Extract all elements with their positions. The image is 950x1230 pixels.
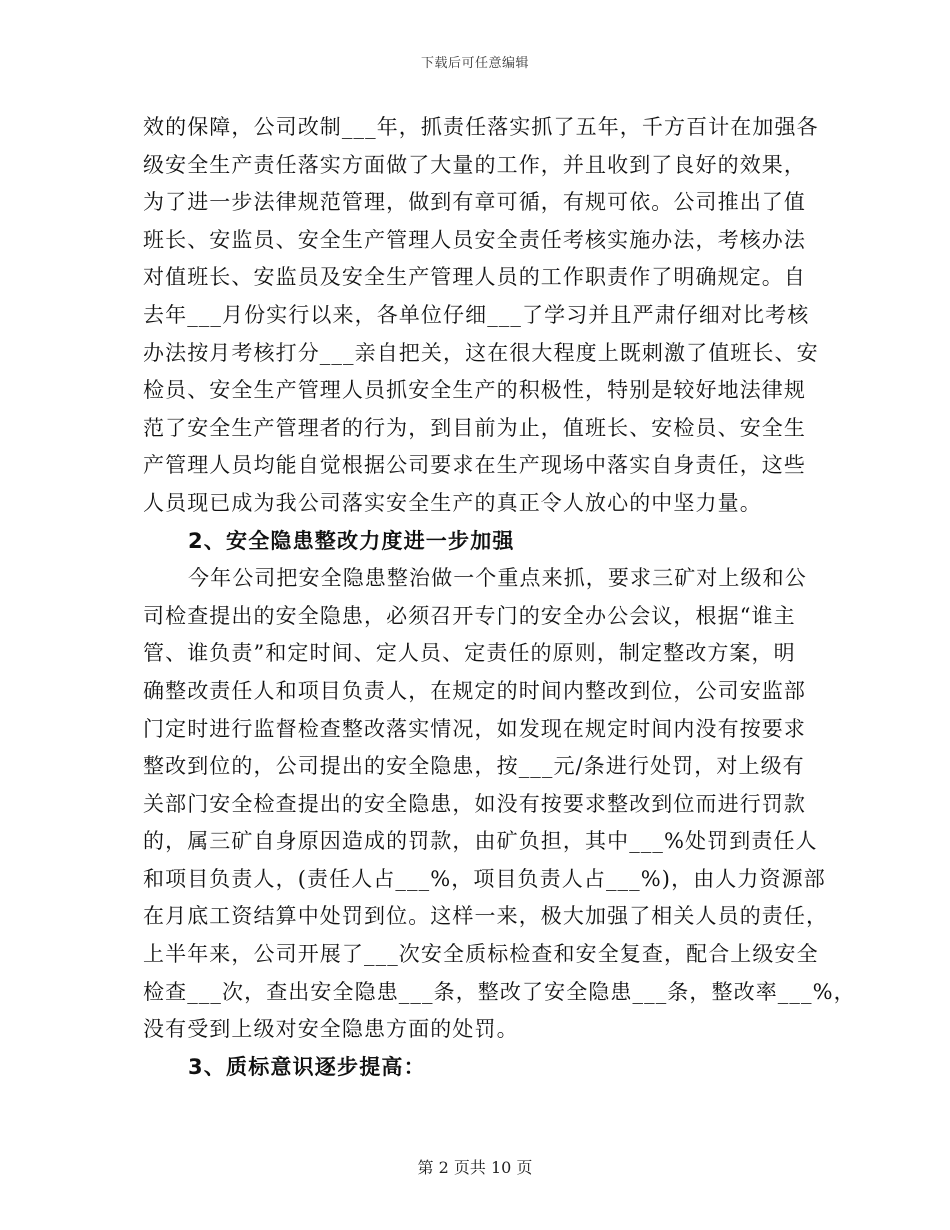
text-line: 门定时进行监督检查整改落实情况，如发现在规定时间内没有按要求 [143, 716, 806, 741]
text-line: 范了安全生产管理者的行为，到目前为止，值班长、安检员、安全生 [143, 415, 806, 440]
text-line: 人员现已成为我公司落实安全生产的真正令人放心的中坚力量。 [143, 490, 762, 515]
text-line: 办法按月考核打分___亲自把关，这在很大程度上既刺激了值班长、安 [143, 340, 819, 365]
text-line: 在月底工资结算中处罚到位。这样一来，极大加强了相关人员的责任， [143, 904, 829, 929]
text-line: 级安全生产责任落实方面做了大量的工作，并且收到了良好的效果， [143, 152, 806, 177]
text-line: 去年___月份实行以来，各单位仔细___了学习并且严肃仔细对比考核 [143, 302, 810, 327]
text-line: 班长、安监员、安全生产管理人员安全责任考核实施办法，考核办法 [143, 227, 806, 252]
text-line: 为了进一步法律规范管理，做到有章可循，有规可依。公司推出了值 [143, 190, 806, 215]
text-line: 检查___次，查出安全隐患___条，整改了安全隐患___条，整改率___%， [143, 979, 856, 1004]
section-heading: 3、质标意识逐步提高： [188, 1054, 426, 1079]
text-line: 的，属三矿自身原因造成的罚款，由矿负担，其中___%处罚到责任人 [143, 829, 818, 854]
text-line: 和项目负责人，(责任人占___%，项目负责人占___%)，由人力资源部 [143, 866, 826, 891]
text-line: 检员、安全生产管理人员抓安全生产的积极性，特别是较好地法律规 [143, 378, 806, 403]
text-line: 产管理人员均能自觉根据公司要求在生产现场中落实自身责任，这些 [143, 453, 806, 478]
text-line: 没有受到上级对安全隐患方面的处罚。 [143, 1017, 519, 1042]
text-line: 确整改责任人和项目负责人，在规定的时间内整改到位，公司安监部 [143, 678, 806, 703]
page-header: 下载后可任意编辑 [420, 56, 529, 71]
text-line: 效的保障，公司改制___年，抓责任落实抓了五年，千方百计在加强各 [143, 115, 819, 139]
text-line: 司检查提出的安全隐患，必须召开专门的安全办公会议，根据“谁主 [143, 603, 796, 628]
text-line: 整改到位的，公司提出的安全隐患，按___元/条进行处罚，对上级有 [143, 754, 805, 779]
text-line: 关部门安全检查提出的安全隐患，如没有按要求整改到位而进行罚款 [143, 791, 806, 816]
section-heading: 2、安全隐患整改力度进一步加强 [188, 528, 515, 553]
text-line: 上半年来，公司开展了___次安全质标检查和安全复查，配合上级安全 [143, 942, 819, 967]
text-line: 管、谁负责”和定时间、定人员、定责任的原则，制定整改方案，明 [143, 641, 796, 666]
body-text [143, 109, 856, 1086]
text-line: 今年公司把安全隐患整治做一个重点来抓，要求三矿对上级和公 [188, 566, 807, 591]
page-footer: 第 2 页共 10 页 [417, 1158, 533, 1177]
text-line: 对值班长、安监员及安全生产管理人员的工作职责作了明确规定。自 [143, 265, 806, 290]
